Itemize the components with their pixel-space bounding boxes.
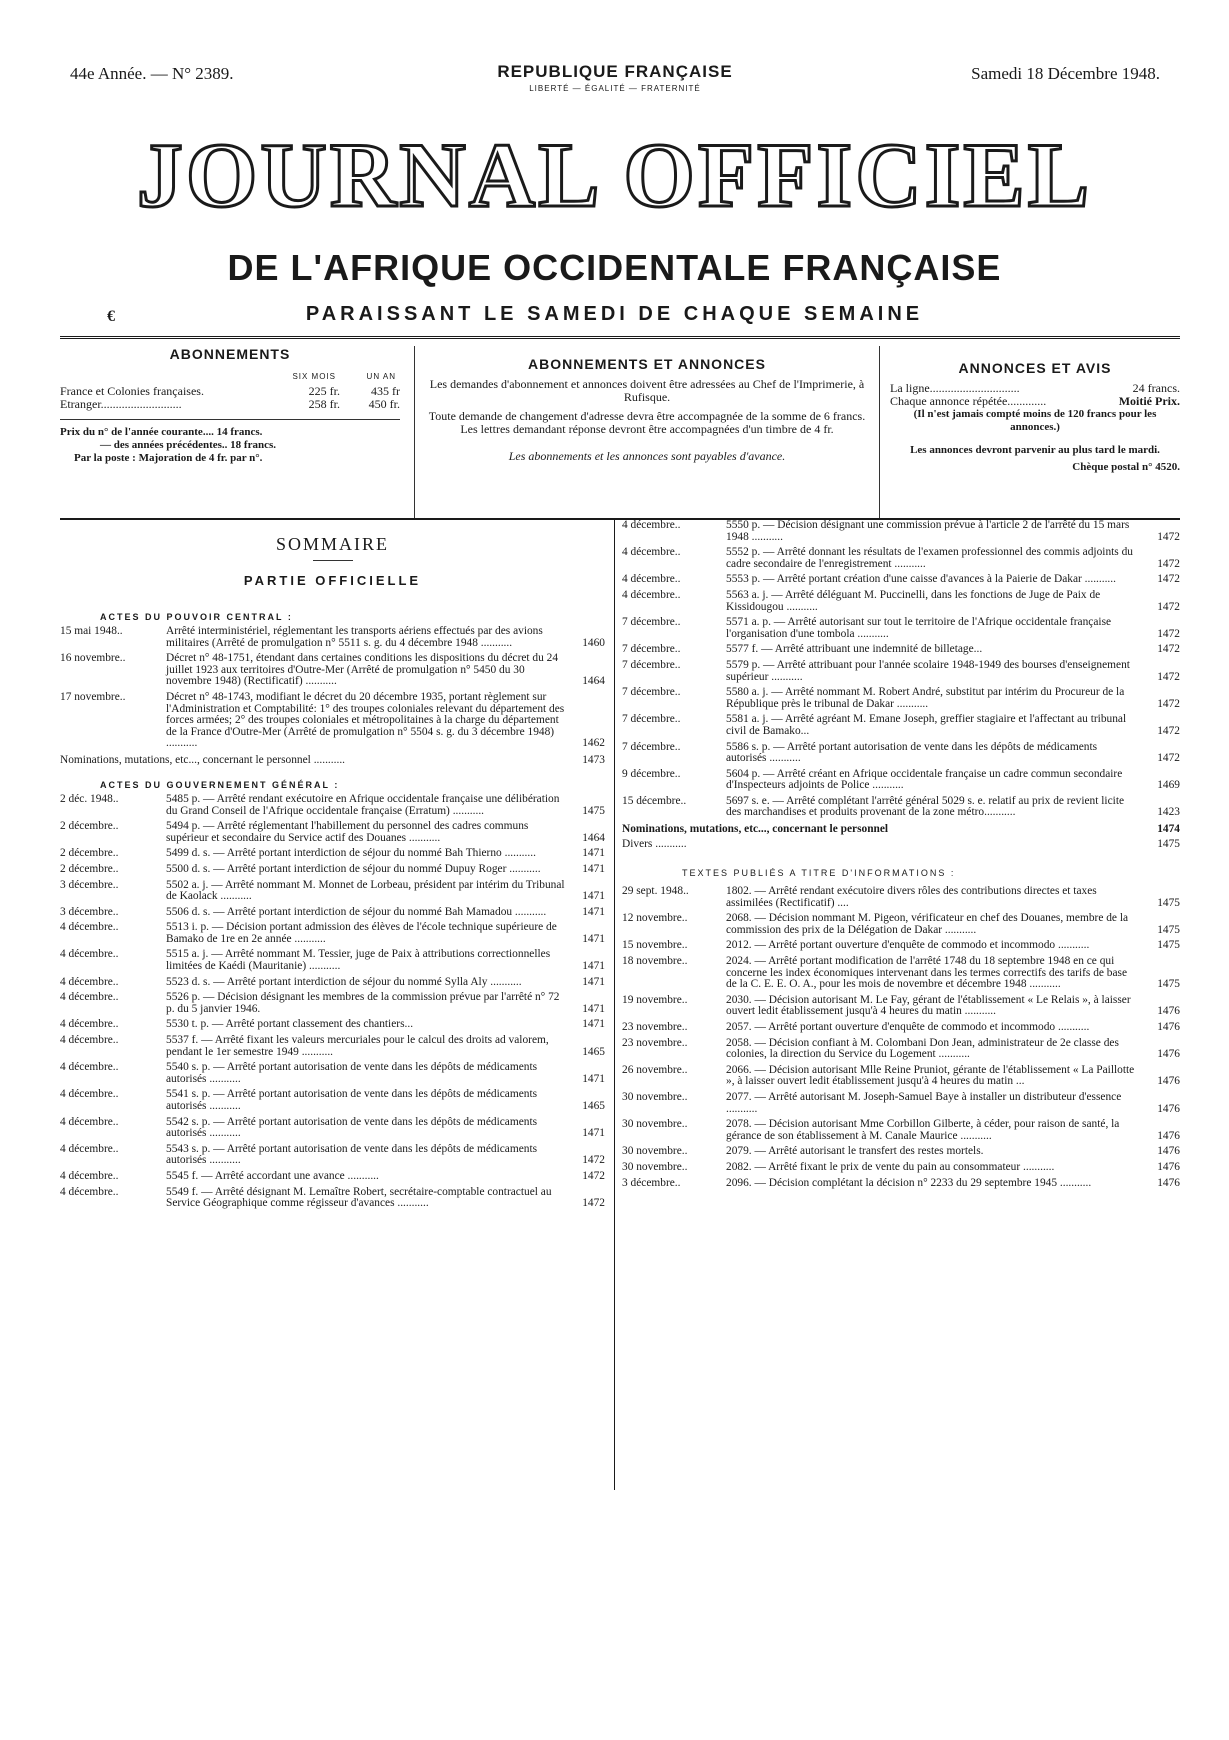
entry-date: 4 décembre..: [60, 975, 119, 988]
sommaire-entry: [60, 848, 605, 860]
entry-date: 7 décembre..: [622, 658, 681, 671]
entry-page: 1476: [1157, 1145, 1180, 1158]
entry-date: 4 décembre..: [60, 921, 119, 934]
sommaire-entry: [60, 1117, 605, 1140]
entry-page: 1471: [582, 847, 605, 860]
entry-page: 1472: [1157, 600, 1180, 613]
entry-text: 5526 p. — Décision désignant les membres de la commission prévue par l'arrêté n° 72 p. du 5 janvier 1946.: [166, 991, 560, 1015]
journal-subtitle: DE L'AFRIQUE OCCIDENTALE FRANÇAISE: [227, 247, 1002, 288]
entry-page: 1476: [1157, 1129, 1180, 1142]
entry-page: 1471: [582, 1018, 605, 1031]
entry-page: 1472: [1157, 643, 1180, 656]
sommaire-entry: [622, 1162, 1180, 1174]
sommaire-entry: [622, 1065, 1180, 1088]
entry-date: 30 novembre..: [622, 1145, 688, 1158]
entry-text: 5530 t. p. — Arrêté portant classement des chantiers...: [166, 1018, 414, 1031]
sommaire-entry: [60, 907, 605, 919]
row-six: 225 fr.: [308, 384, 340, 398]
row-six: 258 fr.: [308, 397, 340, 411]
entry-date: 15 novembre..: [622, 939, 688, 952]
entry-page: 1471: [582, 862, 605, 875]
entry-page: 1471: [582, 960, 605, 973]
sommaire-entry: [622, 644, 1180, 656]
entry-date: 7 décembre..: [622, 643, 681, 656]
abonnements-annonces-box: [414, 346, 880, 518]
sommaire-entry: [622, 1119, 1180, 1142]
section-textes-publies: TEXTES PUBLIÉS A TITRE D'INFORMATIONS :: [682, 868, 956, 879]
entry-text: Décret n° 48-1751, étendant dans certaines conditions les dispositions du décret du 24 juillet 1923 aux territoires d'Outre-Mer (Arrêté de promulgation n° 5450 du 30 novembre 1948) (Rectificatif) ...........: [166, 652, 559, 688]
cheque-postal: Chèque postal n° 4520.: [1072, 461, 1180, 473]
entry-text: 5563 a. j. — Arrêté déléguant M. Puccinelli, dans les fonctions de Juge de Paix de Kissidougou ...........: [726, 588, 1101, 613]
entry-page: 1475: [1157, 978, 1180, 991]
entry-text: Arrêté interministériel, réglementant les transports aériens effectués par des avions militaires (Arrêté de promulgation n° 5511 s. g. du 4 décembre 1948 ...........: [166, 625, 543, 649]
entry-text: Décret n° 48-1743, modifiant le décret du 20 décembre 1935, portant règlement sur l'Administration et Comptabilité: 1° des troupes coloniales relevant du département des forces armées; 2° des troupes coloniales et métropolitaines à la charge du département de la France d'Outre-Mer (Arrêté de promulgation n° 5504 s. g. du 3 décembre 1948) ...........: [166, 690, 565, 750]
entry-text: Nominations, mutations, etc..., concernant le personnel ...........: [60, 753, 346, 766]
entry-date: 4 décembre..: [622, 546, 681, 559]
prix-line: — des années précédentes.. 18 francs.: [100, 439, 276, 451]
entry-text: 5577 f. — Arrêté attribuant une indemnité de billetage...: [726, 643, 983, 656]
sommaire-entry: [60, 626, 605, 649]
tarif-prix: 24 francs.: [1132, 381, 1180, 395]
divider: [313, 560, 353, 561]
issue-date: Samedi 18 Décembre 1948.: [971, 64, 1160, 83]
entry-text: 5581 a. j. — Arrêté agréant M. Emane Joseph, greffier stagiaire et l'affectant au tribunal civil de Bamako...: [726, 713, 1127, 737]
entry-text: 5543 s. p. — Arrêté portant autorisation de vente dans les dépôts de médicaments autorisés ...........: [166, 1142, 538, 1167]
entry-date: 4 décembre..: [60, 1115, 119, 1128]
entry-date: 16 novembre..: [60, 652, 126, 665]
entry-page: 1472: [582, 1154, 605, 1167]
entry-text: 5513 i. p. — Décision portant admission des élèves de l'école technique supérieure de Bamako de 1re en 2e année ...........: [166, 921, 557, 945]
entry-page: 1472: [1157, 530, 1180, 543]
sommaire-entry: [622, 1178, 1180, 1190]
annonces-avis-title: ANNONCES ET AVIS: [958, 360, 1112, 376]
sommaire-entry: [622, 956, 1180, 991]
entry-page: 1472: [1157, 627, 1180, 640]
sommaire-entry: [622, 769, 1180, 792]
entry-date: 2 décembre..: [60, 862, 119, 875]
entry-date: 3 décembre..: [622, 1176, 681, 1189]
sommaire-entry: [60, 821, 605, 844]
entry-page: 1472: [1157, 670, 1180, 683]
sommaire-entry: [622, 520, 1180, 543]
entry-date: 9 décembre..: [622, 767, 681, 780]
gouvernement-list-continued: [622, 520, 1180, 819]
sommaire-entry: [622, 940, 1180, 952]
sommaire-entry: [622, 913, 1180, 936]
entry-page: 1460: [582, 636, 605, 649]
entry-text: 5571 a. p. — Arrêté autorisant sur tout le territoire de l'Afrique occidentale française l'organisation d'une tombola ...........: [726, 616, 1112, 640]
entry-date: 12 novembre..: [622, 912, 688, 925]
entry-date: 4 décembre..: [60, 991, 119, 1004]
sommaire-entry: [60, 1187, 605, 1210]
col-un-an: UN AN: [366, 372, 396, 381]
entry-date: 4 décembre..: [60, 1142, 119, 1155]
sommaire-entry: [622, 547, 1180, 570]
entry-page: 1475: [1157, 838, 1180, 851]
entry-date: 4 décembre..: [60, 1061, 119, 1074]
sommaire-entry: [60, 1089, 605, 1112]
entry-date: 7 décembre..: [622, 713, 681, 726]
partie-officielle: PARTIE OFFICIELLE: [243, 573, 422, 588]
section-gouvernement-general: ACTES DU GOUVERNEMENT GÉNÉRAL :: [100, 779, 340, 790]
paragraph: Les demandes d'abonnement et annonces doivent être adressées au Chef de l'Imprimerie, à Rufisque.: [429, 377, 865, 404]
republique-motto: LIBERTÉ — ÉGALITÉ — FRATERNITÉ: [529, 84, 701, 93]
entry-page: 1474: [1157, 823, 1180, 836]
entry-date: 7 décembre..: [622, 740, 681, 753]
entry-page: 1465: [582, 1100, 605, 1112]
sommaire-entry: [622, 1038, 1180, 1061]
entry-text: 5552 p. — Arrêté donnant les résultats de l'examen professionnel des commis adjoints du cadre secondaire de l'enregistrement ...........: [726, 546, 1133, 570]
sommaire-entry: [622, 574, 1180, 586]
entry-date: 2 déc. 1948..: [60, 792, 119, 805]
entry-text: 5604 p. — Arrêté créant en Afrique occidentale française un cadre commun secondaire d'Inspecteurs adjoints de Police ...........: [726, 767, 1123, 792]
divider: [60, 419, 400, 420]
entry-page: 1476: [1157, 1021, 1180, 1033]
entry-page: 1464: [582, 675, 605, 688]
entry-text: 5553 p. — Arrêté portant création d'une caisse d'avances à la Paierie de Dakar ...........: [726, 573, 1116, 586]
entry-date: 17 novembre..: [60, 690, 126, 703]
top-line: [70, 62, 1160, 102]
entry-text: 2058. — Décision confiant à M. Colombani Don Jean, administrateur de 2e classe des colonies, la direction du Service du Logement ...........: [726, 1036, 1119, 1061]
entry-text: 5697 s. e. — Arrêté complétant l'arrêté général 5029 s. e. relatif au prix de revient licite des marchandises et produits provenant de la zone métro...........: [726, 794, 1125, 819]
entry-date: 2 décembre..: [60, 820, 119, 833]
entry-date: 4 décembre..: [60, 1185, 119, 1198]
entry-page: 1472: [1157, 724, 1180, 737]
sommaire-entry: [622, 1092, 1180, 1115]
entry-page: 1471: [582, 905, 605, 918]
entry-date: 4 décembre..: [60, 1018, 119, 1031]
entry-date: 30 novembre..: [622, 1118, 688, 1131]
entry-page: 1471: [582, 1127, 605, 1140]
entry-date: 19 novembre..: [622, 993, 688, 1006]
abonnements-annonces-title: ABONNEMENTS ET ANNONCES: [528, 356, 766, 372]
sommaire-entry: [60, 992, 605, 1015]
sommaire-entry: [60, 864, 605, 876]
entry-text: 2012. — Arrêté portant ouverture d'enquête de commodo et incommodo ...........: [726, 939, 1090, 952]
paragraph: Toute demande de changement d'adresse devra être accompagnée de la somme de 6 francs. Les lettres demandant réponse devront être accompagnées d'un timbre de 4 fr.: [428, 409, 866, 436]
entry-text: 2066. — Décision autorisant Mlle Reine Pruniot, gérante de l'établissement « La Paillotte », à laisser ouvert ledit établissement jusqu'à 4 heures du matin ...: [726, 1063, 1135, 1088]
pouvoir-list: [60, 626, 605, 750]
entry-text: 5550 p. — Décision désignant une commission prévue à l'article 2 de l'arrêté du 15 mars 1948 ...........: [726, 519, 1130, 543]
parution-line: PARAISSANT LE SAMEDI DE CHAQUE SEMAINE: [305, 303, 924, 325]
entry-page: 1465: [582, 1045, 605, 1058]
entry-text: 2079. — Arrêté autorisant le transfert des restes mortels.: [726, 1145, 984, 1158]
euro-mark: €: [107, 308, 115, 325]
entry-text: 5549 f. — Arrêté désignant M. Lemaître Robert, secrétaire-comptable contractuel au Service Géographique comme régisseur d'avances ...........: [166, 1185, 552, 1210]
entry-date: 18 novembre..: [622, 955, 688, 968]
entry-page: 1423: [1157, 806, 1180, 819]
entry-date: 2 décembre..: [60, 847, 119, 860]
row-an: 435 fr: [371, 384, 400, 398]
sommaire-entry: [60, 977, 605, 989]
sommaire-entry: [60, 1035, 605, 1058]
entry-page: 1471: [582, 975, 605, 988]
sommaire-entry: [622, 886, 1180, 909]
entry-page: 1475: [1157, 939, 1180, 952]
entry-page: 1473: [582, 753, 605, 766]
entry-page: 1471: [582, 932, 605, 945]
entry-text: 2082. — Arrêté fixant le prix de vente du pain au consommateur ...........: [726, 1160, 1055, 1173]
gouvernement-list: [60, 794, 605, 1210]
entry-text: 5499 d. s. — Arrêté portant interdiction de séjour du nommé Bah Thierno ...........: [166, 847, 536, 860]
abonnements-col-headers: [60, 372, 400, 381]
entry-page: 1471: [582, 1002, 605, 1015]
sommaire-entry: [622, 1146, 1180, 1158]
sommaire-entry: [60, 692, 605, 750]
entry-page: 1476: [1157, 1075, 1180, 1088]
tarif-note: (Il n'est jamais compté moins de 120 francs pour les annonces.): [913, 408, 1157, 433]
entry-text: 2078. — Décision autorisant Mme Corbillon Gilberte, à céder, pour raison de santé, la gérance de son établissement à M. Canale Maurice ...........: [726, 1118, 1120, 1142]
sommaire-entry: [60, 1062, 605, 1085]
entry-date: 4 décembre..: [622, 588, 681, 601]
sommaire-entry: [622, 617, 1180, 640]
entry-text: 5541 s. p. — Arrêté portant autorisation de vente dans les dépôts de médicaments autorisés ...........: [166, 1088, 538, 1112]
sommaire-entry: [60, 880, 605, 903]
sommaire-entry: [622, 590, 1180, 613]
entry-date: 23 novembre..: [622, 1021, 688, 1033]
entry-page: 1475: [1157, 923, 1180, 936]
prix-line: Par la poste : Majoration de 4 fr. par n°.: [74, 452, 263, 464]
entry-text: 5494 p. — Arrêté réglementant l'habillement du personnel des cadres communs supérieur et secondaire du Service actif des Douanes ...........: [166, 820, 529, 844]
subscription-boxes: [60, 346, 1180, 518]
sommaire-entry: [622, 742, 1180, 765]
entry-page: 1472: [1157, 557, 1180, 570]
entry-text: 2024. — Arrêté portant modification de l'arrêté 1748 du 18 septembre 1948 en ce qui concerne les index économiques intervenant dans les termes correctifs des tarifs de base de la C. E. E. O. A., pour les mois de novembre et décembre 1948 ...........: [726, 955, 1128, 991]
entry-date: 4 décembre..: [60, 1169, 119, 1182]
issue-number: 44e Année. — N° 2389.: [70, 64, 234, 83]
entry-date: 30 novembre..: [622, 1090, 688, 1103]
entry-date: 7 décembre..: [622, 616, 681, 629]
entry-page: 1476: [1157, 1048, 1180, 1061]
journal-title: JOURNAL OFFICIEL: [136, 124, 1093, 226]
sommaire-entry: [622, 1022, 1180, 1034]
entry-date: 26 novembre..: [622, 1063, 688, 1076]
nominations-row: [622, 823, 1180, 835]
entry-text: 5545 f. — Arrêté accordant une avance ...........: [166, 1169, 379, 1182]
entry-date: 15 mai 1948..: [60, 625, 123, 637]
entry-text: 2096. — Décision complétant la décision n° 2233 du 29 septembre 1945 ...........: [726, 1176, 1092, 1189]
sommaire-title: SOMMAIRE: [275, 534, 389, 554]
sommaire-entry: [622, 660, 1180, 683]
entry-text: 5506 d. s. — Arrêté portant interdiction de séjour du nommé Bah Mamadou ...........: [166, 905, 547, 918]
entry-text: Nominations, mutations, etc..., concernant le personnel: [622, 823, 889, 836]
entry-text: 5579 p. — Arrêté attribuant pour l'année scolaire 1948-1949 des bourses d'enseignement supérieur ...........: [726, 658, 1130, 683]
entry-date: 4 décembre..: [622, 573, 681, 586]
entry-page: 1476: [1157, 1176, 1180, 1189]
entry-page: 1464: [582, 831, 605, 844]
entry-text: 5523 d. s. — Arrêté portant interdiction de séjour du nommé Sylla Aly ...........: [166, 975, 522, 988]
entry-text: 1802. — Arrêté rendant exécutoire divers rôles des contributions directes et taxes assimilées (Rectificatif) ....: [726, 885, 1097, 909]
sommaire-entry: [622, 796, 1180, 819]
tarif-label: La ligne..............................: [890, 381, 1020, 395]
abonnements-box: [60, 346, 400, 518]
republique-label: REPUBLIQUE FRANÇAISE: [497, 62, 733, 81]
row-label: Etranger...........................: [60, 397, 182, 411]
entry-page: 1472: [1157, 697, 1180, 710]
sommaire-entry: [60, 794, 605, 817]
col-six-mois: SIX MOIS: [292, 372, 336, 381]
paragraph: Les abonnements et les annonces sont payables d'avance.: [508, 449, 786, 463]
entry-text: 5485 p. — Arrêté rendant exécutoire en Afrique occidentale française une délibération du Grand Conseil de l'Afrique occidentale française (Erratum) ...........: [166, 792, 560, 817]
entry-page: 1476: [1157, 1102, 1180, 1115]
sommaire-right-column: [622, 520, 1180, 1193]
entry-date: 29 sept. 1948..: [622, 885, 689, 898]
sommaire-entry: [60, 949, 605, 972]
sommaire-entry: [60, 922, 605, 945]
divers-row: [622, 838, 1180, 850]
sommaire-entry: [60, 1019, 605, 1031]
masthead-rule: [60, 336, 1180, 339]
entry-date: 3 décembre..: [60, 905, 119, 918]
entry-page: 1472: [582, 1197, 605, 1210]
entry-text: 5580 a. j. — Arrêté nommant M. Robert André, substitut par intérim du Procureur de la République près le tribunal de Dakar ...........: [726, 686, 1125, 710]
tarif-label: Chaque annonce répétée.............: [890, 394, 1047, 408]
entry-page: 1462: [582, 737, 605, 750]
entry-page: 1476: [1157, 1160, 1180, 1173]
prix-line: Prix du n° de l'année courante.... 14 francs.: [60, 426, 263, 438]
entry-text: Divers ...........: [622, 838, 687, 851]
entry-date: 4 décembre..: [60, 948, 119, 961]
entry-date: 4 décembre..: [622, 519, 681, 531]
entry-page: 1471: [582, 890, 605, 903]
sommaire-entry: [60, 1171, 605, 1183]
sommaire-entry: [622, 714, 1180, 737]
entry-text: 5502 a. j. — Arrêté nommant M. Monnet de Lorbeau, président par intérim du Tribunal de Kaolack ...........: [166, 878, 565, 903]
abonnements-title: ABONNEMENTS: [169, 346, 291, 362]
entry-text: 5515 a. j. — Arrêté nommant M. Tessier, juge de Paix à attributions correctionnelles limitées de Kaédi (Mauritanie) ...........: [166, 948, 551, 973]
entry-page: 1471: [582, 1072, 605, 1085]
entry-text: 5537 f. — Arrêté fixant les valeurs mercuriales pour le calcul des droits ad valorem, pendant le 1er semestre 1949 ...........: [166, 1034, 549, 1058]
sommaire-entry: [60, 653, 605, 688]
annonces-avis-box: [890, 346, 1180, 518]
entry-text: 2068. — Décision nommant M. Pigeon, vérificateur en chef des Douanes, membre de la commission des prix de la Délégation de Dakar ...........: [726, 912, 1129, 936]
entry-date: 4 décembre..: [60, 1088, 119, 1101]
entry-text: 2030. — Décision autorisant M. Le Fay, gérant de l'établissement « Le Relais », à laisser ouvert ledit établissement jusqu'à 4 heures du matin ...........: [726, 993, 1131, 1018]
tarif-prix: Moitié Prix.: [1118, 394, 1180, 408]
sommaire-entry: [622, 687, 1180, 710]
entry-text: 5540 s. p. — Arrêté portant autorisation de vente dans les dépôts de médicaments autorisés ...........: [166, 1061, 538, 1085]
entry-page: 1472: [1157, 752, 1180, 765]
entry-date: 3 décembre..: [60, 878, 119, 891]
entry-page: 1476: [1157, 1005, 1180, 1018]
entry-text: 5586 s. p. — Arrêté portant autorisation de vente dans les dépôts de médicaments autorisés ...........: [726, 740, 1098, 765]
delai-note: Les annonces devront parvenir au plus tard le mardi.: [910, 444, 1160, 456]
nominations-row: [60, 754, 605, 766]
sommaire-entry: [60, 1144, 605, 1167]
entry-date: 30 novembre..: [622, 1160, 688, 1173]
section-pouvoir-central: ACTES DU POUVOIR CENTRAL :: [100, 612, 293, 622]
row-label: France et Colonies françaises.: [60, 384, 204, 398]
entry-page: 1472: [1157, 573, 1180, 586]
entry-page: 1475: [1157, 896, 1180, 909]
entry-date: 7 décembre..: [622, 686, 681, 699]
entry-text: 5542 s. p. — Arrêté portant autorisation de vente dans les dépôts de médicaments autorisés ...........: [166, 1115, 538, 1140]
entry-page: 1475: [582, 804, 605, 817]
tarif-row: [890, 395, 1180, 408]
entry-page: 1469: [1157, 779, 1180, 792]
entry-text: 2077. — Arrêté autorisant M. Joseph-Samuel Baye à installer un distributeur d'essence ...........: [726, 1090, 1122, 1115]
abonnement-row: [60, 398, 400, 411]
textes-list: [622, 886, 1180, 1189]
sommaire-left-column: [60, 522, 605, 1214]
entry-date: 15 décembre..: [622, 794, 687, 807]
sommaire-entry: [622, 995, 1180, 1018]
entry-text: 2057. — Arrêté portant ouverture d'enquête de commodo et incommodo ...........: [726, 1021, 1090, 1033]
column-divider: [614, 520, 615, 1490]
entry-date: 4 décembre..: [60, 1034, 119, 1047]
row-an: 450 fr.: [368, 397, 400, 411]
entry-page: 1472: [582, 1169, 605, 1182]
entry-date: 23 novembre..: [622, 1036, 688, 1049]
entry-text: 5500 d. s. — Arrêté portant interdiction de séjour du nommé Dupuy Roger ...........: [166, 862, 541, 875]
